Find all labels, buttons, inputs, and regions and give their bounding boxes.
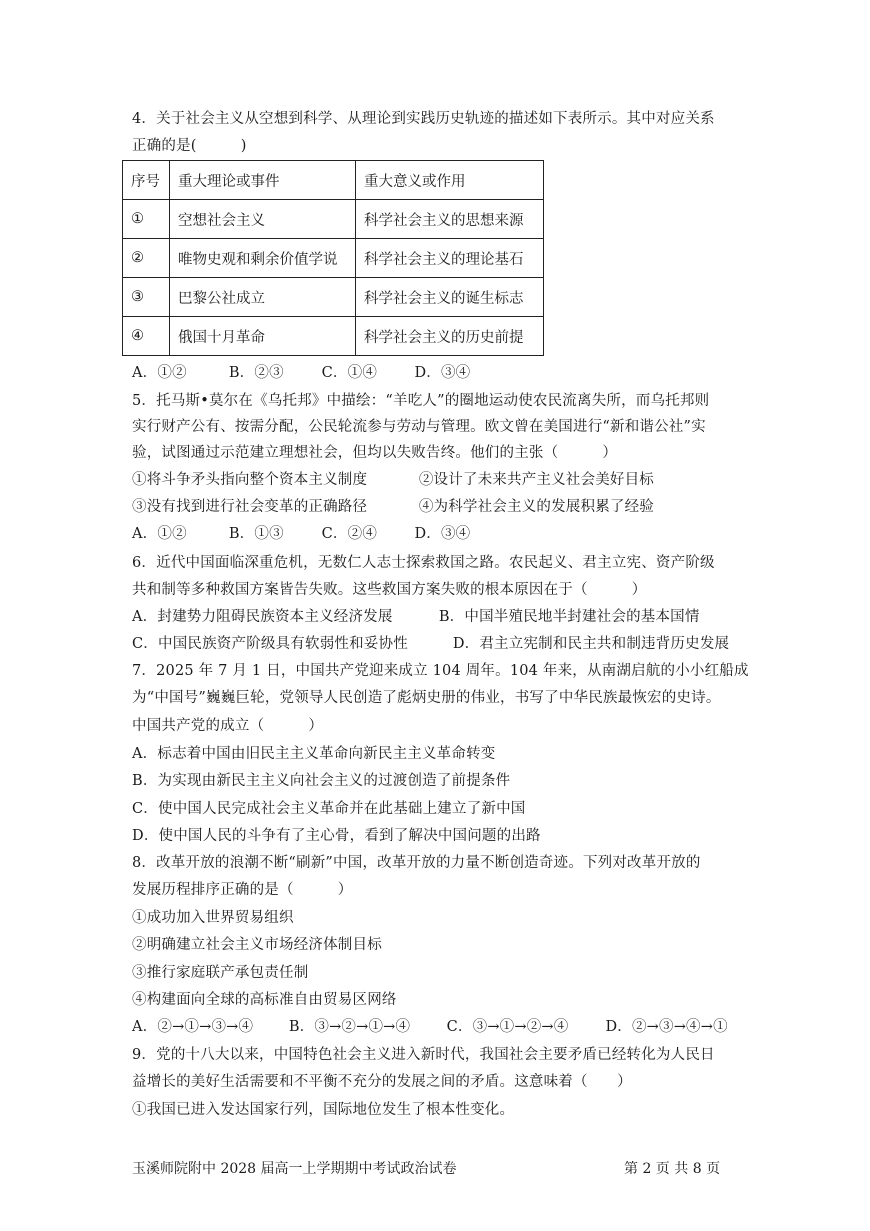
statement-item: ①成功加入世界贸易组织 bbox=[132, 910, 294, 926]
table-row bbox=[123, 317, 544, 356]
question-6-options-row-1 bbox=[132, 607, 700, 627]
option-c: C．①④ bbox=[321, 365, 378, 381]
table-cell: 唯物史观和剩余价值学说 bbox=[170, 239, 356, 278]
table-cell: 科学社会主义的历史前提 bbox=[356, 317, 544, 356]
question-6-options-row-2 bbox=[132, 634, 729, 654]
question-8-stem-line-2: 发展历程排序正确的是（ ） bbox=[132, 882, 353, 898]
option-b: B．③→②→①→④ bbox=[288, 1019, 411, 1035]
option-d: D．②→③→④→① bbox=[605, 1019, 728, 1035]
statement-item: ④构建面向全球的高标准自由贸易区网络 bbox=[132, 992, 397, 1008]
question-8-options bbox=[132, 1017, 728, 1037]
statement-item: ④为科学社会主义的发展积累了经验 bbox=[418, 499, 655, 515]
table-cell: ④ bbox=[123, 317, 170, 356]
option-c: C．中国民族资产阶级具有软弱性和妥协性 bbox=[132, 636, 408, 652]
question-9-stem-line-1: 9．党的十八大以来，中国特色社会主义进入新时代，我国社会主要矛盾已经转化为人民日 bbox=[132, 1047, 715, 1063]
footer-page-number: 第 2 页 共 8 页 bbox=[624, 1161, 721, 1177]
table-row bbox=[123, 278, 544, 317]
question-5-items-row-2 bbox=[132, 497, 654, 517]
option-b: B．②③ bbox=[228, 365, 284, 381]
option-b: B．①③ bbox=[228, 526, 284, 542]
question-7-option-c: C．使中国人民完成社会主义革命并在此基础上建立了新中国 bbox=[132, 801, 526, 817]
table-cell: ① bbox=[123, 200, 170, 239]
question-5-items-row-1 bbox=[132, 470, 654, 490]
table-cell: 俄国十月革命 bbox=[170, 317, 356, 356]
question-4-options bbox=[132, 363, 470, 383]
question-6-stem-line-1: 6．近代中国面临深重危机，无数仁人志士探索救国之路。农民起义、君主立宪、资产阶级 bbox=[132, 555, 715, 571]
table-row bbox=[123, 239, 544, 278]
table-header-cell: 序号 bbox=[123, 161, 170, 200]
question-7-stem-line-3: 中国共产党的成立（ ） bbox=[132, 718, 324, 734]
table-header-cell: 重大理论或事件 bbox=[170, 161, 356, 200]
statement-item: ②设计了未来共产主义社会美好目标 bbox=[418, 472, 655, 488]
table-cell: ③ bbox=[123, 278, 170, 317]
table-row bbox=[123, 200, 544, 239]
table-cell: ② bbox=[123, 239, 170, 278]
table-header-cell: 重大意义或作用 bbox=[356, 161, 544, 200]
question-4-stem-line-2: 正确的是( ) bbox=[132, 138, 247, 154]
option-b: B．中国半殖民地半封建社会的基本国情 bbox=[438, 609, 700, 625]
table-cell: 科学社会主义的诞生标志 bbox=[356, 278, 544, 317]
option-a: A．①② bbox=[132, 526, 187, 542]
question-5-stem-line-2: 实行财产公有、按需分配，公民轮流参与劳动与管理。欧文曾在美国进行“新和谐公社”实 bbox=[132, 419, 706, 435]
question-7-option-d: D．使中国人民的斗争有了主心骨，看到了解决中国问题的出路 bbox=[132, 828, 541, 844]
table-cell: 空想社会主义 bbox=[170, 200, 356, 239]
statement-item: ③推行家庭联产承包责任制 bbox=[132, 965, 309, 981]
option-d: D．③④ bbox=[414, 365, 471, 381]
option-a: A．②→①→③→④ bbox=[132, 1019, 254, 1035]
option-d: D．君主立宪制和民主共和制违背历史发展 bbox=[452, 636, 730, 652]
statement-item: ①将斗争矛头指向整个资本主义制度 bbox=[132, 472, 368, 488]
question-6-stem-line-2: 共和制等多种救国方案皆告失败。这些救国方案失败的根本原因在于（ ） bbox=[132, 582, 647, 598]
question-7-option-b: B．为实现由新民主主义向社会主义的过渡创造了前提条件 bbox=[132, 773, 511, 789]
statement-item: ②明确建立社会主义市场经济体制目标 bbox=[132, 937, 382, 953]
question-7-stem-line-1: 7．2025 年 7 月 1 日，中国共产党迎来成立 104 周年。104 年来，从南湖启航的小小红船成 bbox=[132, 663, 749, 679]
table-cell: 巴黎公社成立 bbox=[170, 278, 356, 317]
table-header-row bbox=[123, 161, 544, 200]
table-cell: 科学社会主义的思想来源 bbox=[356, 200, 544, 239]
question-5-options bbox=[132, 524, 470, 544]
option-a: A．封建势力阻碍民族资本主义经济发展 bbox=[132, 609, 393, 625]
question-5-stem-line-3: 验，试图通过示范建立理想社会，但均以失败告终。他们的主张（ ） bbox=[132, 445, 618, 461]
table-cell: 科学社会主义的理论基石 bbox=[356, 239, 544, 278]
question-9-stem-line-2: 益增长的美好生活需要和不平衡不充分的发展之间的矛盾。这意味着（ ） bbox=[132, 1074, 632, 1090]
question-4-table bbox=[122, 160, 544, 356]
question-7-option-a: A．标志着中国由旧民主主义革命向新民主主义革命转变 bbox=[132, 746, 496, 762]
option-a: A．①② bbox=[132, 365, 187, 381]
question-5-stem-line-1: 5．托马斯•莫尔在《乌托邦》中描绘：“羊吃人”的圈地运动使农民流离失所，而乌托邦则 bbox=[132, 393, 710, 409]
question-7-stem-line-2: 为“中国号”巍巍巨轮，党领导人民创造了彪炳史册的伟业，书写了中华民族最恢宏的史诗。 bbox=[132, 690, 721, 706]
statement-item: ③没有找到进行社会变革的正确路径 bbox=[132, 499, 368, 515]
statement-item: ①我国已进入发达国家行列，国际地位发生了根本性变化。 bbox=[132, 1102, 515, 1118]
option-c: C．②④ bbox=[321, 526, 378, 542]
option-c: C．③→①→②→④ bbox=[446, 1019, 569, 1035]
footer-exam-title: 玉溪师院附中 2028 届高一上学期期中考试政治试卷 bbox=[132, 1161, 457, 1177]
option-d: D．③④ bbox=[414, 526, 471, 542]
question-8-stem-line-1: 8．改革开放的浪潮不断“刷新”中国，改革开放的力量不断创造奇迹。下列对改革开放的 bbox=[132, 855, 701, 871]
question-4-stem-line-1: 4．关于社会主义从空想到科学、从理论到实践历史轨迹的描述如下表所示。其中对应关系 bbox=[132, 111, 715, 127]
